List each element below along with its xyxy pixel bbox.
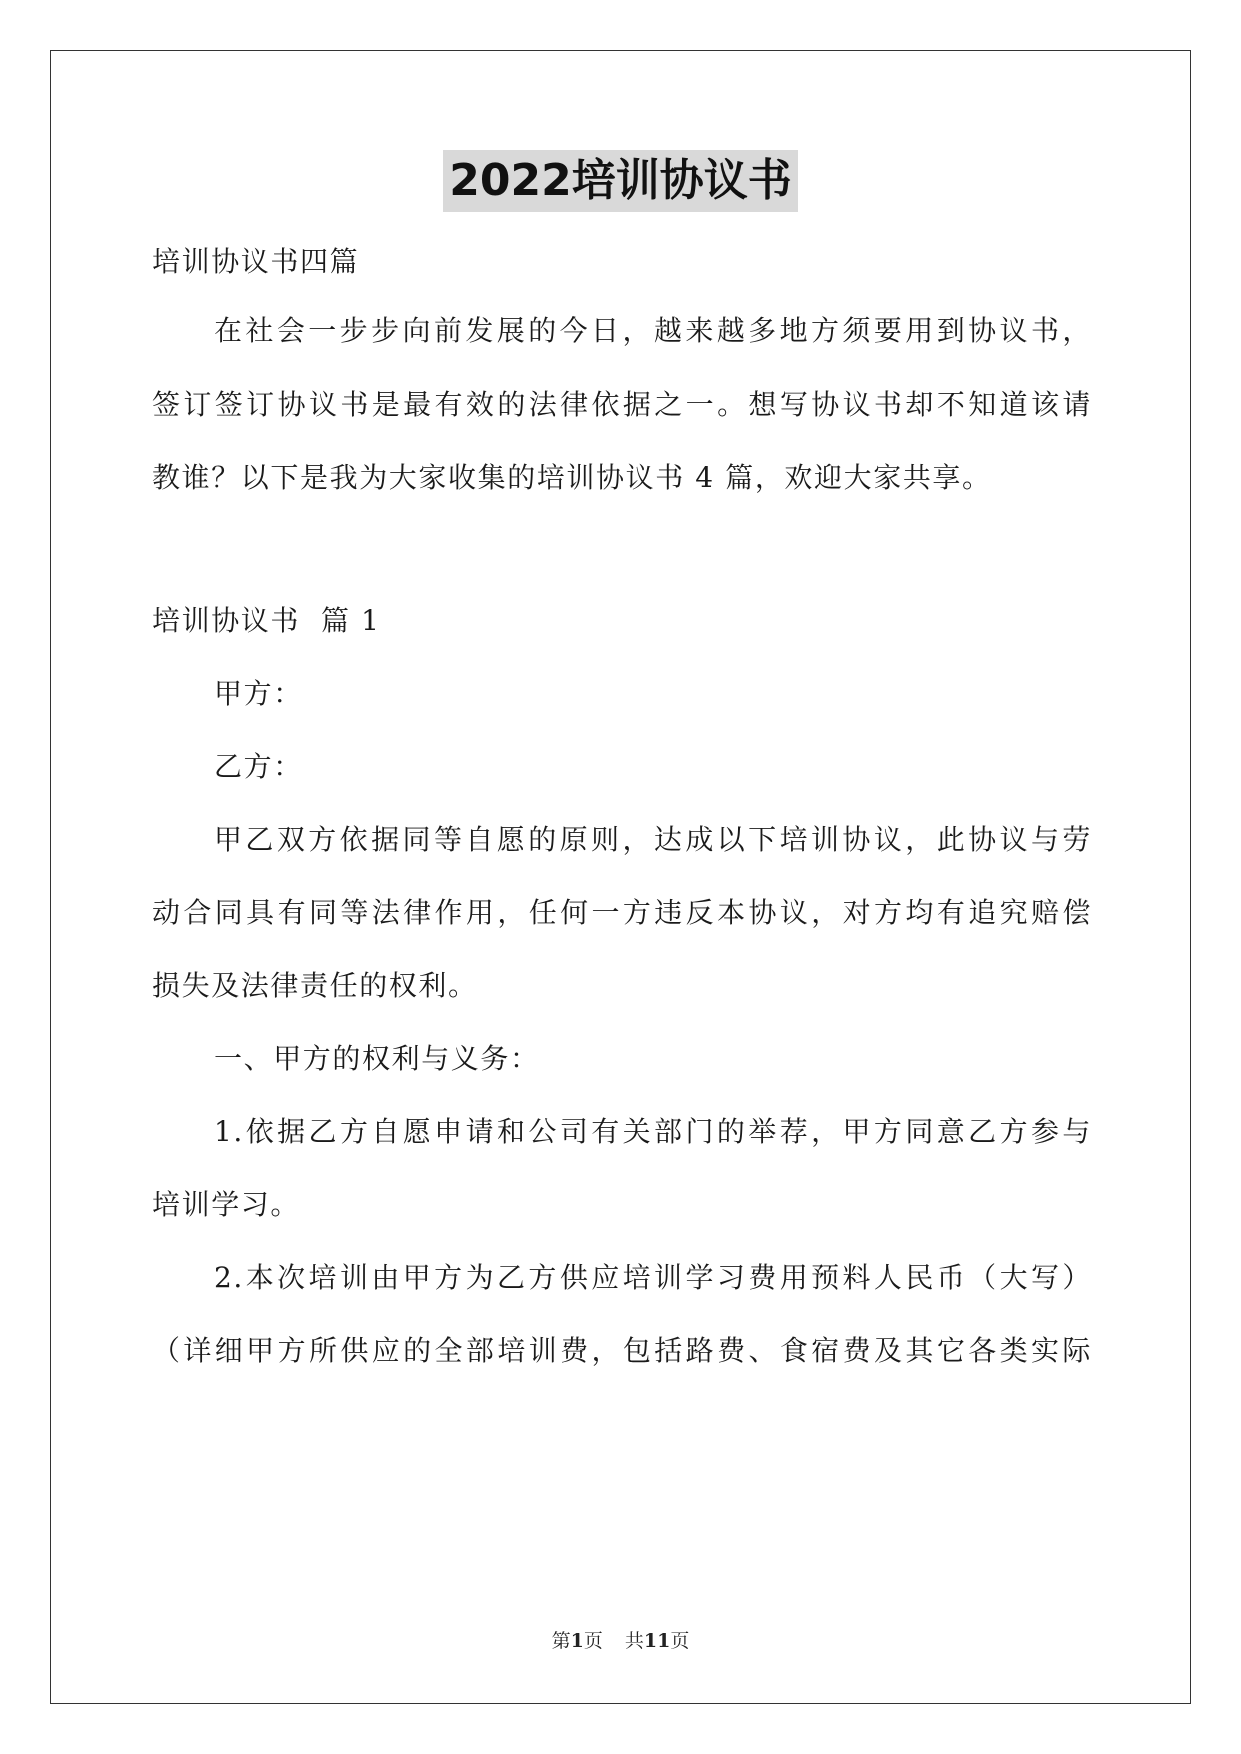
- item2-line-1: 2.本次培训由甲方为乙方供应培训学习费用预料人民币（大写）: [214, 1261, 1092, 1294]
- footer-page-number: 1: [570, 1630, 584, 1652]
- intro-line-2: 签订签订协议书是最有效的法律依据之一。想写协议书却不知道该请: [152, 388, 1092, 421]
- preamble-line-1: 甲乙双方依据同等自愿的原则，达成以下培训协议，此协议与劳: [214, 823, 1092, 856]
- footer-page-suffix: 页: [583, 1630, 603, 1652]
- intro-line-3: 教谁？以下是我为大家收集的培训协议书 4 篇，欢迎大家共享。: [152, 461, 992, 494]
- party-b-label: 乙方：: [214, 750, 303, 783]
- intro-line-1: 在社会一步步向前发展的今日，越来越多地方须要用到协议书，: [214, 314, 1092, 347]
- section-heading: 培训协议书 篇 1: [152, 604, 381, 637]
- preamble-line-2: 动合同具有同等法律作用，任何一方违反本协议，对方均有追究赔偿: [152, 896, 1092, 929]
- page-border: [50, 50, 1191, 1704]
- preamble-line-3: 损失及法律责任的权利。: [152, 969, 478, 1002]
- item1-line-2: 培训学习。: [152, 1188, 301, 1221]
- party-a-label: 甲方：: [214, 677, 303, 710]
- document-title: 2022培训协议书: [443, 150, 797, 212]
- clause-heading: 一、甲方的权利与义务：: [214, 1042, 540, 1075]
- page-footer: [0, 1628, 1241, 1654]
- footer-total-suffix: 页: [670, 1630, 690, 1652]
- title-container: [0, 150, 1241, 212]
- subtitle: 培训协议书四篇: [152, 245, 360, 278]
- item2-line-2: （详细甲方所供应的全部培训费，包括路费、食宿费及其它各类实际: [152, 1334, 1092, 1367]
- item1-line-1: 1.依据乙方自愿申请和公司有关部门的举荐，甲方同意乙方参与: [214, 1115, 1092, 1148]
- footer-total-pages: 11: [643, 1630, 671, 1652]
- footer-prefix: 第: [551, 1630, 571, 1652]
- footer-total-prefix: 共: [624, 1630, 644, 1652]
